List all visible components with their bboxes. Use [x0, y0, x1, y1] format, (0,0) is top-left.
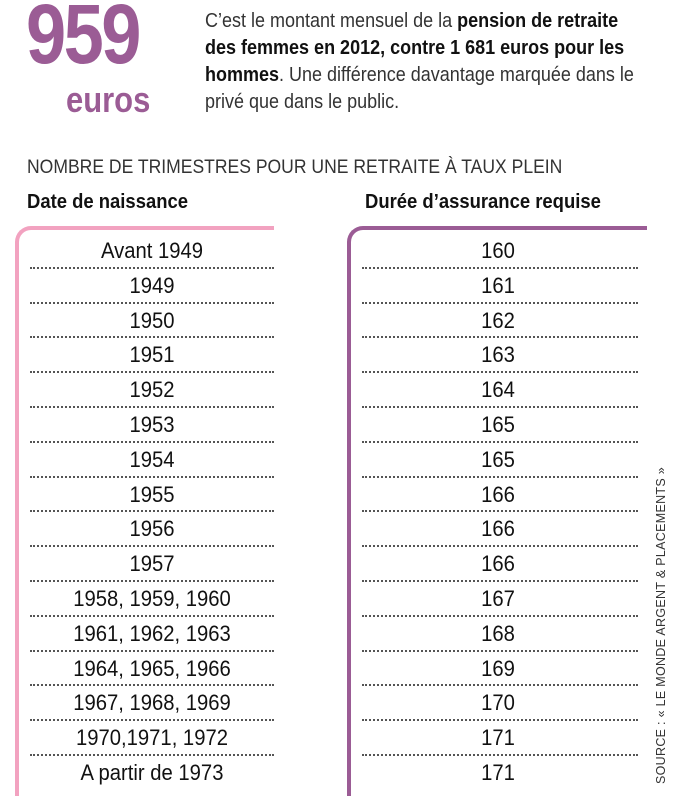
- table-row: [0, 478, 688, 513]
- table-row: [0, 269, 688, 304]
- birth-cell: 1954: [129, 446, 175, 472]
- table-row: [0, 234, 688, 269]
- table-row: [0, 408, 688, 443]
- column-header-duration: Durée d’assurance requise: [365, 190, 601, 213]
- birth-cell: 1967, 1968, 1969: [73, 690, 231, 716]
- column-header-birth: Date de naissance: [27, 190, 189, 213]
- table-row: [0, 756, 688, 791]
- table-body: [0, 234, 688, 791]
- birth-cell: 1964, 1965, 1966: [73, 655, 231, 681]
- duration-cell: 160: [481, 238, 515, 263]
- table-row: [0, 304, 688, 339]
- duration-cell: 165: [481, 446, 515, 472]
- headline-unit: euros: [66, 79, 151, 120]
- birth-cell: 1951: [129, 342, 175, 368]
- duration-cell: 161: [481, 272, 515, 298]
- intro-bold-text: pension de retraite des femmes en 2012, contre 1 681 euros pour les hommes: [205, 10, 625, 86]
- birth-cell: 1952: [129, 377, 175, 403]
- duration-cell: 164: [481, 377, 515, 403]
- duration-cell: 165: [481, 411, 515, 437]
- table-row: [0, 617, 688, 652]
- birth-cell: 1955: [129, 481, 175, 507]
- duration-cell: 166: [481, 481, 515, 507]
- table-row: [0, 652, 688, 687]
- duration-cell: 171: [481, 759, 515, 785]
- duration-cell: 169: [481, 655, 515, 681]
- table-row: [0, 338, 688, 373]
- birth-cell: 1956: [129, 516, 175, 542]
- table-row: [0, 582, 688, 617]
- birth-cell: 1949: [129, 272, 175, 298]
- birth-cell: 1957: [129, 551, 175, 577]
- intro-text: [205, 8, 642, 116]
- birth-cell: 1953: [129, 411, 175, 437]
- table-row: [0, 686, 688, 721]
- duration-cell: 162: [481, 307, 515, 333]
- table-row: [0, 512, 688, 547]
- source-credit: SOURCE : « LE MONDE ARGENT & PLACEMENTS »: [654, 466, 668, 784]
- duration-cell: 170: [481, 690, 515, 716]
- duration-cell: 171: [481, 725, 515, 751]
- birth-cell: A partir de 1973: [80, 759, 224, 785]
- birth-cell: 1958, 1959, 1960: [73, 585, 231, 611]
- headline-number: 959: [26, 0, 139, 81]
- intro-text-before: C’est le montant mensuel de la: [205, 10, 458, 32]
- table-row: [0, 721, 688, 756]
- birth-cell: Avant 1949: [100, 238, 204, 263]
- table-title: NOMBRE DE TRIMESTRES POUR UNE RETRAITE À TAUX PLEIN: [27, 156, 563, 178]
- duration-cell: 166: [481, 551, 515, 577]
- duration-cell: 163: [481, 342, 515, 368]
- duration-cell: 166: [481, 516, 515, 542]
- intro-text-after: . Une différence davantage marquée dans le privé que dans le public.: [205, 64, 634, 113]
- table-row: [0, 443, 688, 478]
- birth-cell: 1970,1971, 1972: [76, 725, 228, 751]
- table-row: [0, 373, 688, 408]
- duration-cell: 167: [481, 585, 515, 611]
- birth-cell: 1950: [129, 307, 175, 333]
- birth-cell: 1961, 1962, 1963: [73, 620, 231, 646]
- table-row: [0, 547, 688, 582]
- duration-cell: 168: [481, 620, 515, 646]
